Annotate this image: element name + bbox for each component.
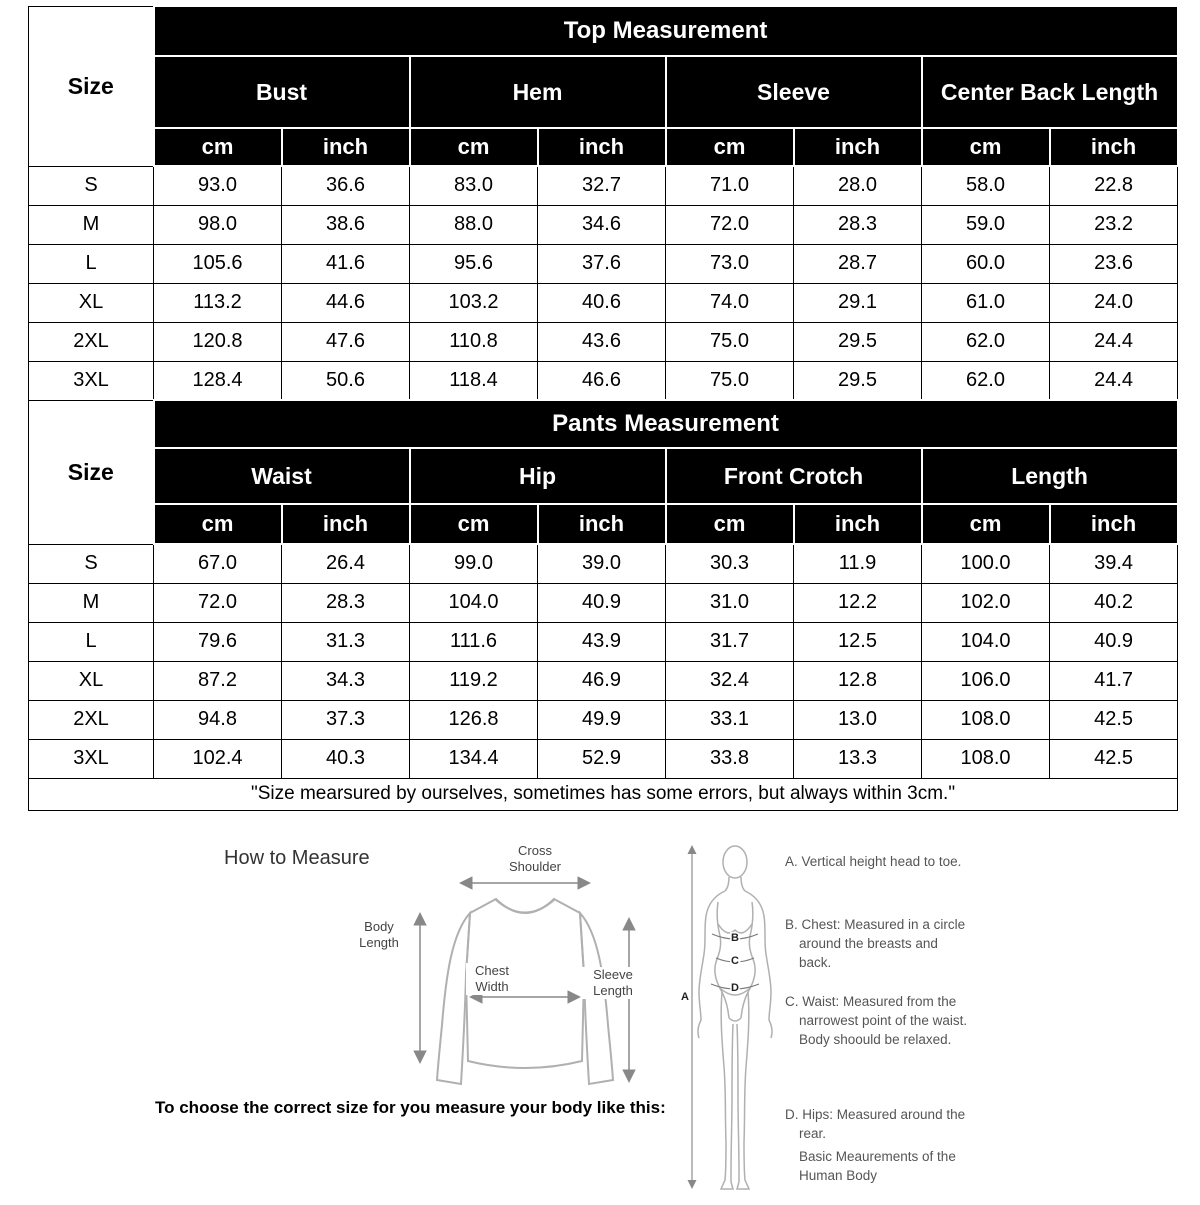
cell: 62.0 (922, 361, 1050, 400)
unit-header: cm (154, 504, 282, 544)
size-cell: L (29, 622, 154, 661)
table-row (29, 448, 1178, 504)
body-figure-diagram (680, 842, 790, 1192)
unit-header: cm (410, 128, 538, 166)
size-cell: M (29, 583, 154, 622)
cell: 42.5 (1050, 700, 1178, 739)
table-row (29, 205, 1178, 244)
cell: 134.4 (410, 739, 538, 778)
table-row (29, 244, 1178, 283)
size-cell: L (29, 244, 154, 283)
size-cell: M (29, 205, 154, 244)
cell: 104.0 (922, 622, 1050, 661)
table-row (29, 6, 1178, 56)
cell: 40.2 (1050, 583, 1178, 622)
cell: 31.7 (666, 622, 794, 661)
cell: 102.4 (154, 739, 282, 778)
cell: 110.8 (410, 322, 538, 361)
cell: 24.4 (1050, 361, 1178, 400)
cell: 32.7 (538, 166, 666, 205)
cell: 26.4 (282, 544, 410, 583)
cell: 32.4 (666, 661, 794, 700)
cell: 105.6 (154, 244, 282, 283)
cell: 99.0 (410, 544, 538, 583)
table-row (29, 128, 1178, 166)
table-row (29, 504, 1178, 544)
unit-header: cm (922, 504, 1050, 544)
table-row (29, 544, 1178, 583)
cell: 34.3 (282, 661, 410, 700)
size-cell: 2XL (29, 700, 154, 739)
cell: 24.0 (1050, 283, 1178, 322)
cell: 33.1 (666, 700, 794, 739)
size-cell: XL (29, 283, 154, 322)
size-cell: 3XL (29, 361, 154, 400)
cell: 67.0 (154, 544, 282, 583)
cell: 13.0 (794, 700, 922, 739)
cell: 119.2 (410, 661, 538, 700)
cell: 28.3 (282, 583, 410, 622)
cell: 40.9 (538, 583, 666, 622)
cell: 120.8 (154, 322, 282, 361)
cell: 12.5 (794, 622, 922, 661)
cell: 33.8 (666, 739, 794, 778)
cell: 40.6 (538, 283, 666, 322)
cell: 49.9 (538, 700, 666, 739)
figure-mark-c: C (731, 954, 739, 967)
column-header-hip: Hip (410, 448, 666, 504)
cell: 31.3 (282, 622, 410, 661)
unit-header: inch (794, 504, 922, 544)
unit-header: cm (922, 128, 1050, 166)
cell: 103.2 (410, 283, 538, 322)
cell: 46.9 (538, 661, 666, 700)
cell: 42.5 (1050, 739, 1178, 778)
disclaimer-text: "Size mearsured by ourselves, sometimes has some errors, but always within 3cm." (29, 778, 1178, 810)
cell: 62.0 (922, 322, 1050, 361)
cell: 24.4 (1050, 322, 1178, 361)
size-chart-table (28, 5, 1179, 811)
cell: 40.3 (282, 739, 410, 778)
cell: 11.9 (794, 544, 922, 583)
cell: 36.6 (282, 166, 410, 205)
cell: 98.0 (154, 205, 282, 244)
size-cell: S (29, 166, 154, 205)
cell: 43.9 (538, 622, 666, 661)
unit-header: inch (794, 128, 922, 166)
unit-header: cm (154, 128, 282, 166)
measure-note-c: C. Waist: Measured from the narrowest point of the waist. Body shoould be relaxed. (785, 993, 968, 1047)
figure-caption: Basic Meaurements of the Human Body (799, 1148, 956, 1183)
column-header-sleeve: Sleeve (666, 56, 922, 128)
size-cell: XL (29, 661, 154, 700)
unit-header: inch (538, 128, 666, 166)
table-row (29, 361, 1178, 400)
cell: 100.0 (922, 544, 1050, 583)
cell: 23.2 (1050, 205, 1178, 244)
left-sleeve-outline (437, 913, 470, 1084)
table-row (29, 56, 1178, 128)
measure-note-d: D. Hips: Measured around the rear. (785, 1106, 966, 1141)
cell: 108.0 (922, 739, 1050, 778)
cell: 72.0 (666, 205, 794, 244)
unit-header: inch (538, 504, 666, 544)
unit-header: cm (410, 504, 538, 544)
body-length-label: Body Length (359, 918, 399, 950)
top-table-title: Top Measurement (154, 6, 1178, 56)
figure-mark-d: D (731, 981, 739, 994)
cell: 75.0 (666, 322, 794, 361)
column-header-bust: Bust (154, 56, 410, 128)
unit-header: cm (666, 504, 794, 544)
measure-note-b: B. Chest: Measured in a circle around the breasts and back. (785, 916, 966, 970)
how-to-measure-title: How to Measure (224, 846, 370, 869)
cell: 128.4 (154, 361, 282, 400)
size-cell: 3XL (29, 739, 154, 778)
cell: 106.0 (922, 661, 1050, 700)
figure-mark-a: A (681, 990, 689, 1003)
cell: 47.6 (282, 322, 410, 361)
size-cell: S (29, 544, 154, 583)
cell: 88.0 (410, 205, 538, 244)
cell: 34.6 (538, 205, 666, 244)
cell: 74.0 (666, 283, 794, 322)
size-column-header: Size (29, 400, 154, 544)
cell: 87.2 (154, 661, 282, 700)
cell: 118.4 (410, 361, 538, 400)
cell: 83.0 (410, 166, 538, 205)
cell: 73.0 (666, 244, 794, 283)
table-row (29, 583, 1178, 622)
cell: 39.0 (538, 544, 666, 583)
cell: 37.3 (282, 700, 410, 739)
figure-mark-b: B (731, 931, 739, 944)
chest-width-label: Chest Width (466, 963, 518, 996)
cell: 61.0 (922, 283, 1050, 322)
cell: 71.0 (666, 166, 794, 205)
column-header-hem: Hem (410, 56, 666, 128)
table-row (29, 700, 1178, 739)
cell: 37.6 (538, 244, 666, 283)
cell: 60.0 (922, 244, 1050, 283)
table-row (29, 622, 1178, 661)
figure-outline (698, 846, 772, 1189)
table-row (29, 166, 1178, 205)
cell: 58.0 (922, 166, 1050, 205)
cell: 28.7 (794, 244, 922, 283)
cell: 104.0 (410, 583, 538, 622)
cell: 79.6 (154, 622, 282, 661)
cell: 30.3 (666, 544, 794, 583)
table-row (29, 778, 1178, 810)
cross-shoulder-label: Cross Shoulder (508, 842, 562, 874)
cell: 111.6 (410, 622, 538, 661)
measure-note-a: A. Vertical height head to toe. (785, 853, 962, 869)
cell: 23.6 (1050, 244, 1178, 283)
table-row (29, 400, 1178, 448)
cell: 28.0 (794, 166, 922, 205)
cell: 22.8 (1050, 166, 1178, 205)
cell: 13.3 (794, 739, 922, 778)
column-header-center-back-length: Center Back Length (922, 56, 1178, 128)
cell: 50.6 (282, 361, 410, 400)
cell: 12.2 (794, 583, 922, 622)
table-row (29, 283, 1178, 322)
unit-header: inch (1050, 128, 1178, 166)
sleeve-length-label: Sleeve Length (582, 967, 644, 1000)
collar-line (496, 900, 554, 913)
table-row (29, 322, 1178, 361)
cell: 29.1 (794, 283, 922, 322)
cell: 43.6 (538, 322, 666, 361)
size-column-header: Size (29, 6, 154, 166)
measure-instruction: To choose the correct size for you measure your body like this: (155, 1097, 666, 1117)
cell: 93.0 (154, 166, 282, 205)
cell: 40.9 (1050, 622, 1178, 661)
column-header-waist: Waist (154, 448, 410, 504)
unit-header: inch (282, 504, 410, 544)
unit-header: inch (282, 128, 410, 166)
cell: 94.8 (154, 700, 282, 739)
cell: 31.0 (666, 583, 794, 622)
how-to-measure-section (0, 817, 1200, 1199)
cell: 38.6 (282, 205, 410, 244)
cell: 59.0 (922, 205, 1050, 244)
size-cell: 2XL (29, 322, 154, 361)
column-header-front-crotch: Front Crotch (666, 448, 922, 504)
cell: 113.2 (154, 283, 282, 322)
cell: 95.6 (410, 244, 538, 283)
cell: 41.7 (1050, 661, 1178, 700)
cell: 126.8 (410, 700, 538, 739)
cell: 75.0 (666, 361, 794, 400)
unit-header: cm (666, 128, 794, 166)
unit-header: inch (1050, 504, 1178, 544)
cell: 108.0 (922, 700, 1050, 739)
column-header-length: Length (922, 448, 1178, 504)
cell: 44.6 (282, 283, 410, 322)
cell: 29.5 (794, 361, 922, 400)
table-row (29, 661, 1178, 700)
cell: 52.9 (538, 739, 666, 778)
cell: 39.4 (1050, 544, 1178, 583)
pants-table-title: Pants Measurement (154, 400, 1178, 448)
cell: 29.5 (794, 322, 922, 361)
cell: 102.0 (922, 583, 1050, 622)
cell: 72.0 (154, 583, 282, 622)
cell: 12.8 (794, 661, 922, 700)
table-row (29, 739, 1178, 778)
cell: 28.3 (794, 205, 922, 244)
cell: 41.6 (282, 244, 410, 283)
cell: 46.6 (538, 361, 666, 400)
